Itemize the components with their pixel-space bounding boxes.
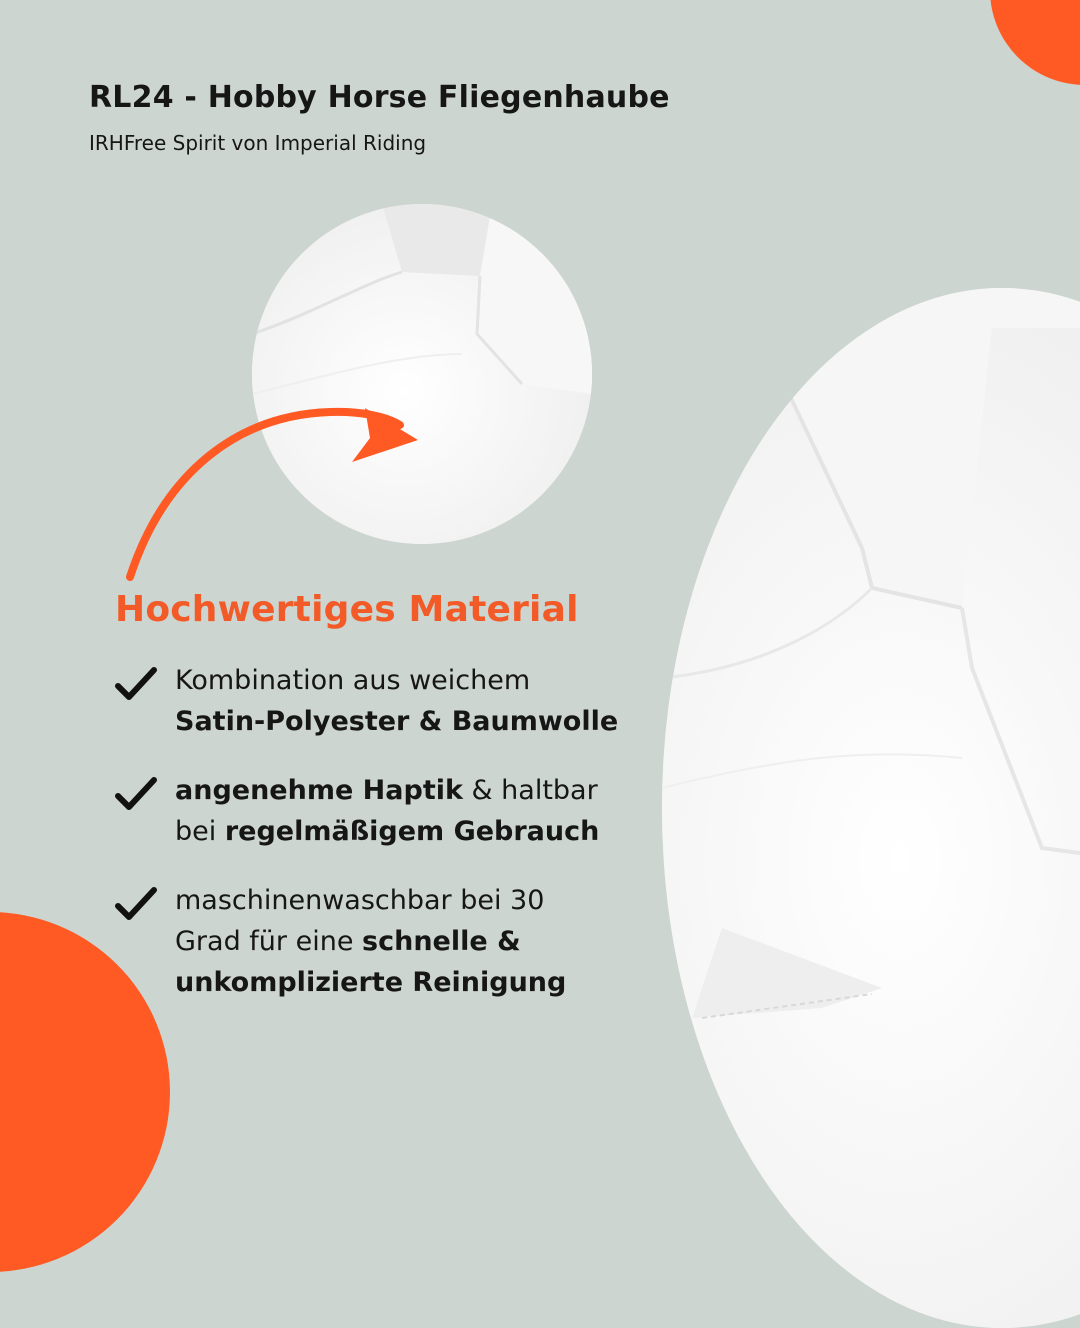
feature-text-bold: angenehme Haptik bbox=[175, 775, 463, 806]
feature-text: & haltbar bbox=[462, 775, 598, 806]
feature-list bbox=[114, 660, 618, 1031]
material-detail-image bbox=[252, 204, 592, 544]
product-subtitle: IRHFree Spirit von Imperial Riding bbox=[89, 131, 427, 155]
feature-item bbox=[114, 660, 618, 742]
feature-text-bold: schnelle & bbox=[362, 926, 521, 957]
feature-text: Grad für eine bbox=[175, 926, 363, 957]
feature-text-bold: regelmäßigem Gebrauch bbox=[224, 816, 600, 847]
feature-item bbox=[114, 880, 618, 1003]
checkmark-icon bbox=[114, 886, 158, 922]
feature-text-bold: Satin-Polyester & Baumwolle bbox=[175, 706, 619, 737]
product-photo bbox=[662, 288, 1080, 1328]
material-detail-illustration bbox=[252, 204, 592, 544]
feature-text-bold: unkomplizierte Reinigung bbox=[175, 967, 567, 998]
decorative-circle-top-right bbox=[990, 0, 1080, 85]
checkmark-icon bbox=[114, 776, 158, 812]
feature-text: Kombination aus weichem bbox=[175, 665, 531, 696]
product-photo-illustration bbox=[662, 288, 1080, 1328]
product-title: RL24 - Hobby Horse Fliegenhaube bbox=[89, 80, 670, 115]
feature-text: bei bbox=[175, 816, 225, 847]
feature-item bbox=[114, 770, 618, 852]
checkmark-icon bbox=[114, 666, 158, 702]
feature-text: maschinenwaschbar bei 30 bbox=[175, 885, 545, 916]
section-heading: Hochwertiges Material bbox=[115, 589, 579, 630]
